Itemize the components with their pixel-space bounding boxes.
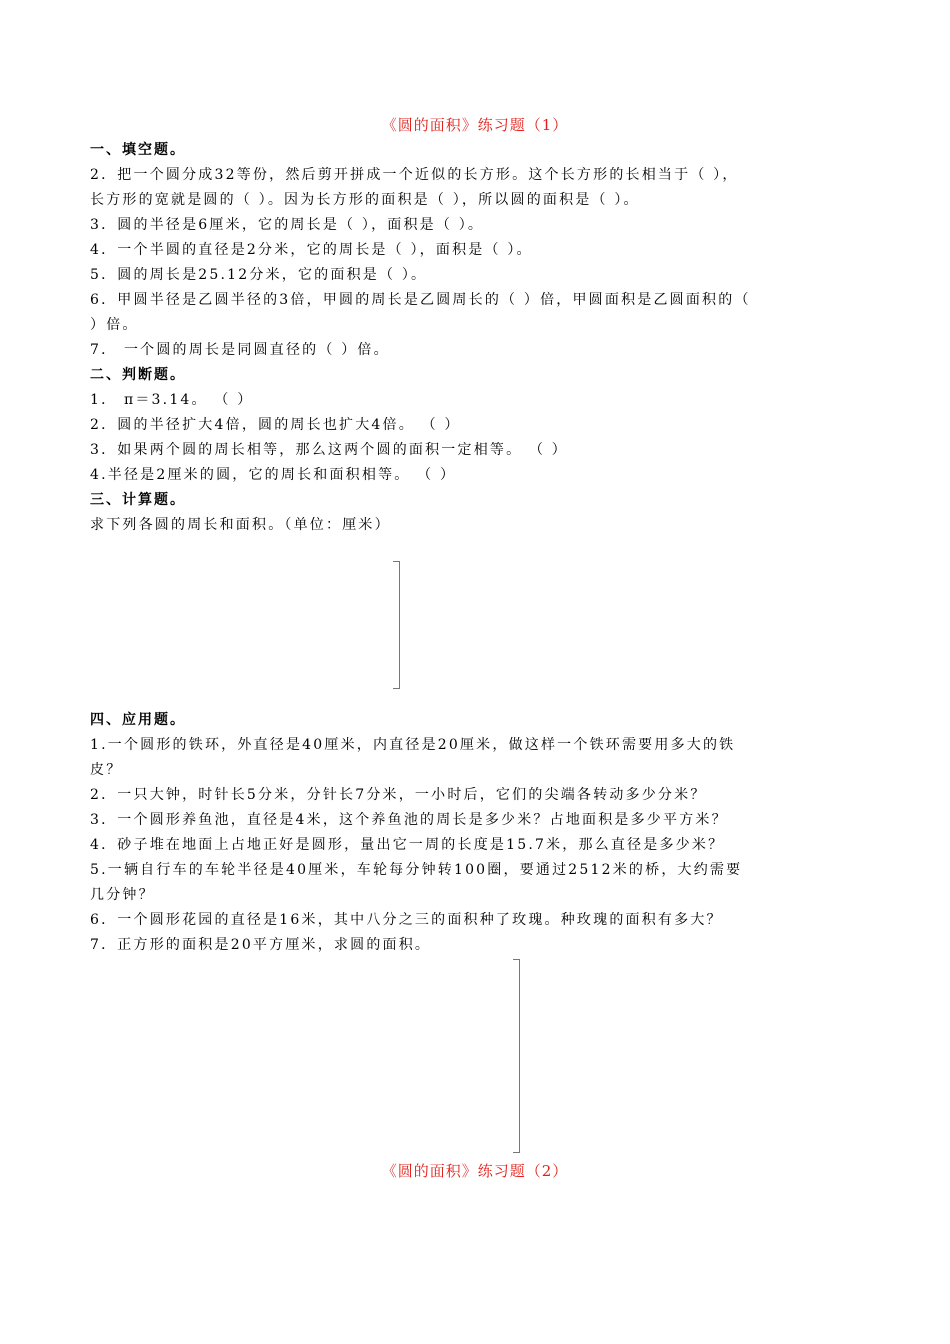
question-line: 1.一个圆形的铁环，外直径是40厘米，内直径是20厘米，做这样一个铁环需要用多大的铁 bbox=[90, 737, 736, 753]
question-line: 3．圆的半径是6厘米，它的周长是（ ），面积是（ ）。 bbox=[90, 217, 485, 233]
section-heading-fill-blank: 一、填空题。 bbox=[90, 142, 186, 158]
question-line: 2．一只大钟，时针长5分米，分针长7分米，一小时后，它们的尖端各转动多少分米？ bbox=[90, 787, 707, 803]
page-title: 《圆的面积》练习题（1） bbox=[381, 116, 569, 134]
question-line: 1． π＝3.14。 （ ） bbox=[90, 392, 254, 408]
figure-area bbox=[90, 538, 870, 708]
question-line: 长方形的宽就是圆的（ ）。因为长方形的面积是（ ），所以圆的面积是（ ）。 bbox=[90, 192, 640, 208]
question-line: 6．一个圆形花园的直径是16米，其中八分之三的面积种了玫瑰。种玫瑰的面积有多大？ bbox=[90, 912, 723, 928]
question-line: ）倍。 bbox=[90, 317, 139, 333]
figure-placeholder-bracket bbox=[393, 561, 400, 689]
question-line: 7． 一个圆的周长是同圆直径的（ ）倍。 bbox=[90, 342, 390, 358]
question-line: 几分钟？ bbox=[90, 887, 155, 903]
question-line: 2．把一个圆分成32等份，然后剪开拼成一个近似的长方形。这个长方形的长相当于（ ）， bbox=[90, 167, 739, 183]
worksheet-body bbox=[90, 138, 870, 958]
question-line: 3．一个圆形养鱼池，直径是4米，这个养鱼池的周长是多少米？占地面积是多少平方米？ bbox=[90, 812, 728, 828]
question-line: 4.半径是2厘米的圆，它的周长和面积相等。 （ ） bbox=[90, 467, 457, 483]
figure-placeholder-bracket bbox=[513, 959, 520, 1153]
question-line: 求下列各圆的周长和面积。（单位：厘米） bbox=[90, 517, 391, 533]
question-line: 皮？ bbox=[90, 762, 123, 778]
question-line: 4．砂子堆在地面上占地正好是圆形，量出它一周的长度是15.7米，那么直径是多少米？ bbox=[90, 837, 725, 853]
question-line: 4．一个半圆的直径是2分米，它的周长是（ ），面积是（ ）。 bbox=[90, 242, 533, 258]
section-heading-true-false: 二、判断题。 bbox=[90, 367, 186, 383]
question-line: 6．甲圆半径是乙圆半径的3倍，甲圆的周长是乙圆周长的（ ）倍，甲圆面积是乙圆面积的（ bbox=[90, 292, 751, 308]
question-line: 5.一辆自行车的车轮半径是40厘米，车轮每分钟转100圈，要通过2512米的桥，大约需要 bbox=[90, 862, 743, 878]
page-title-2: 《圆的面积》练习题（2） bbox=[381, 1162, 569, 1180]
question-line: 7．正方形的面积是20平方厘米，求圆的面积。 bbox=[90, 937, 432, 953]
question-line: 3．如果两个圆的周长相等，那么这两个圆的面积一定相等。 （ ） bbox=[90, 442, 569, 458]
section-heading-application: 四、应用题。 bbox=[90, 712, 186, 728]
section-heading-calculation: 三、计算题。 bbox=[90, 492, 186, 508]
question-line: 5．圆的周长是25.12分米，它的面积是（ ）。 bbox=[90, 267, 428, 283]
question-line: 2．圆的半径扩大4倍，圆的周长也扩大4倍。 （ ） bbox=[90, 417, 461, 433]
